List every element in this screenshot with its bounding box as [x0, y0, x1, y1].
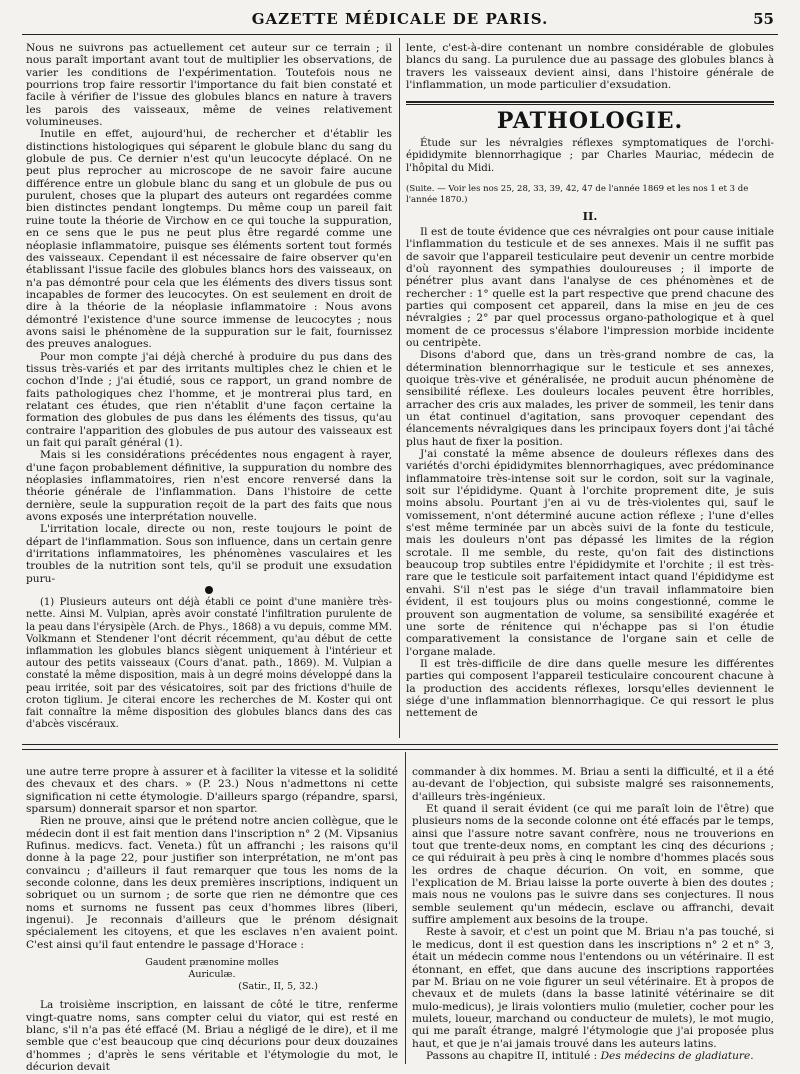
header-rule [22, 34, 778, 35]
journal-title: GAZETTE MÉDICALE DE PARIS. [251, 10, 549, 28]
feuilleton-rule-1 [22, 744, 778, 745]
suite-note: (Suite. — Voir les nos 25, 28, 33, 39, 42, 47 de l'année 1869 et les nos 1 et 3 de l'année 1870.) [406, 183, 749, 205]
verse-quote [26, 957, 398, 993]
verse-line: Auriculæ. [188, 969, 236, 981]
closing-line [412, 1050, 774, 1062]
column-divider-top [399, 38, 400, 738]
paragraph: Rien ne prouve, ainsi que le prétend notre ancien collègue, que le médecin dont il est fait mention dans l'inscription n° 2 (M. Vipsanius Rufinus. medicvs. fact. Veneta.) fût un affranchi ; les raisons qu'il donne à la page 22, pour justifier son interprétation, ne m'ont pas convaincu ; d'ailleurs il faut remarquer que tous les noms de la seconde colonne, dans les deux premières inscriptions, indiquent un sobriquet ou un surnom ; de sorte que rien ne démontre que ces noms et surnoms ne fussent pas ceux d'hommes libres (liberi, ingenui). Je reconnais d'ailleurs que le prénom désignait spécialement les citoyens, et que les esclaves n'en avaient point. C'est ainsi qu'il faut entendre le passage d'Horace : [26, 815, 398, 951]
paragraph: Et quand il serait évident (ce qui me paraît loin de l'être) que plusieurs noms de la seconde colonne ont été effacés par le temps, ainsi que l'assure notre savant confrère, nous ne trouverions en tout que trente-deux noms, en comptant les cinq des décurions ; ce qui réduirait à peu près à cinq le nombre d'hommes placés sous les ordres de chaque décurion. On voit, en somme, que l'explication de M. Briau laisse la porte ouverte à bien des doutes ; mais nous ne voulons pas le suivre dans ses conjectures. Il nous semble seulement qu'un médecin, esclave ou affranchi, devait suffire amplement aux besoins de la troupe. [412, 803, 774, 927]
footnote: (1) Plusieurs auteurs ont déjà établi ce point d'une manière très-nette. Ainsi M. Vulpian, après avoir constaté l'infiltration purulente de la peau dans l'érysipèle (Arch. de Phys., 1868) a vu depuis, comme MM. Volkmann et Stendener l'ont décrit récemment, qu'au début de cette inflammation les globules blancs siègent uniquement à l'intérieur et autour des petits vaisseaux (Cours d'anat. path., 1869). M. Vulpian a constaté la même disposition, mais à un degré moins développé dans la peau irritée, soit par des vésicatoires, soit par des frictions d'huile de croton tiglium. Je citerai encore les recherches de M. Koster qui ont fait connaître la même disposition des globules blancs dans des cas d'abcès viscéraux. [26, 597, 393, 731]
paragraph: Nous ne suivrons pas actuellement cet auteur sur ce terrain ; il nous paraît important avant tout de multiplier les observations, de varier les conditions de l'expérimentation. Toutefois nous ne pourrions trop faire ressortir l'importance du fait bien constaté et facile à vérifier de l'issue des globules blancs en nature à travers les parois des vaisseaux, même de veines relativement volumineuses. [26, 42, 392, 129]
paragraph: Disons d'abord que, dans un très-grand nombre de cas, la détermination blennorrhagique sur le testicule et ses annexes, quoique très-vive et généralisée, ne produit aucun phénomène de sensibilité réflexe. Les douleurs locales peuvent être horribles, arracher des cris aux malades, les priver de sommeil, les tenir dans un état continuel d'agitation, sans provoquer cependant des élancements névralgiques dans les principaux foyers dont j'ai tâché plus haut de fixer la position. [406, 349, 774, 448]
paragraph: Reste à savoir, et c'est un point que M. Briau n'a pas touché, si le medicus, dont il est question dans les inscriptions n° 2 et n° 3, était un médecin comme nous l'entendons ou un vétérinaire. Il est étonnant, en effet, que dans aucune des inscriptions rapportées par M. Briau on ne voie figurer un seul vétérinaire. Et à propos de chevaux et de mulets (dans la basse latinité vétérinaire se dit mulo-medicus), je lirais volontiers mulio (muletier, cocher pour les mulets, loueur, marchand ou conducteur de mulets), le mot mugio, qui me paraît étrange, malgré l'étymologie que j'ai proposée plus haut, et que je n'ai jamais trouvé dans les auteurs latins. [412, 926, 774, 1050]
paragraph: L'irritation locale, directe ou non, reste toujours le point de départ de l'inflammation. Sous son influence, dans un certain genre d'irritations inflammatoires, les phénomènes vasculaires et les troubles de la nutrition sont tels, qu'il se produit une exsudation puru- [26, 523, 392, 585]
page-header [26, 10, 774, 32]
chapter-title: Des médecins de gladiature. [600, 1049, 754, 1062]
paragraph: Mais si les considérations précédentes nous engagent à rayer, d'une façon probablement définitive, la suppuration du nombre des néoplasies inflammatoires, rien n'est encore renversé dans la théorie générale de l'inflammation. Dans l'histoire de cette dernière, seule la suppuration reçoit de la part des faits que nous avons exposés une interprétation nouvelle. [26, 449, 392, 524]
footnote-separator [205, 586, 213, 594]
paragraph: Il est de toute évidence que ces névralgies ont pour cause initiale l'inflammation du testicule et de ses annexes. Mais il ne suffit pas de savoir que l'appareil testiculaire peut devenir un centre morbide d'où rayonnent des sympathies douloureuses ; il importe de pénétrer plus avant dans l'analyse de ces phénomènes et de rechercher : 1° quelle est la part respective que prend chacune des parties qui composent cet appareil, dans la mise en jeu de ces névralgies ; 2° par quel processus organo-pathologique et à quel moment de ce processus s'élabore l'impression morbide incidente ou centripète. [406, 225, 774, 349]
paragraph: une autre terre propre à assurer et à faciliter la vitesse et la solidité des chevaux et des chars. » (P. 23.) Nous n'admettons ni cette signification ni cette étymologie. D'ailleurs spargo (répandre, sparsi, sparsum) donnerait sparsor et non spartor. [26, 766, 398, 816]
verse-reference: (Satir., II, 5, 32.) [238, 981, 318, 993]
closing-lead: Passons au chapitre II, intitulé : [426, 1049, 601, 1062]
top-right-column [406, 42, 774, 739]
section-double-rule [406, 102, 774, 105]
feuilleton-rule-2 [22, 749, 778, 750]
article-title: Étude sur les névralgies réflexes symptomatiques de l'orchi-épididymite blennorrhagique ; par Charles Mauriac, médecin de l'hôpital du Midi. [406, 137, 774, 174]
paragraph-continuation: lente, c'est-à-dire contenant un nombre considérable de globules blancs du sang. La purulence due au passage des globules blancs à travers les vaisseaux devient ainsi, dans l'histoire générale de l'inflammation, un mode particulier d'exsudation. [406, 42, 774, 92]
bottom-right-column [412, 766, 774, 1066]
paragraph: commander à dix hommes. M. Briau a senti la difficulté, et il a été au-devant de l'objection, qui subsiste malgré ses raisonnements, d'ailleurs très-ingénieux. [412, 766, 774, 803]
section-heading: PATHOLOGIE. [496, 108, 684, 135]
top-left-column [26, 42, 392, 739]
page-number: 55 [753, 10, 774, 28]
paragraph: J'ai constaté la même absence de douleurs réflexes dans des variétés d'orchi épididymites blennorrhagiques, avec prédominance inflammatoire très-intense soit sur le cordon, soit sur la vaginale, soit sur l'épididyme. Quant à l'orchite proprement dite, je suis moins absolu. Pourtant j'en ai vu de très-violentes qui, sauf le vomissement, n'ont déterminé aucune action réflexe ; l'une d'elles s'est même terminée par un abcès suivi de la fonte du testicule, mais les douleurs n'ont pas dépassé les limites de la région scrotale. Il me semble, du reste, qu'on fait des distinctions beaucoup trop subtiles entre l'épididymite et l'orchite ; il est très-rare que le testicule soit parfaitement intact quand l'épididyme est envahi. S'il n'est pas le siége d'un travail inflammatoire bien évident, il est toujours plus ou moins congestionné, comme le prouvent son augmentation de volume, sa sensibilité exagérée et une sorte de rénitence qui n'échappe pas si l'on étudie comparativement la consistance de l'organe sain et celle de l'organe malade. [406, 448, 774, 658]
bottom-left-column [26, 766, 398, 1073]
paragraph: La troisième inscription, en laissant de côté le titre, renferme vingt-quatre noms, sans compter celui du viator, qui est resté en blanc, s'il n'a pas été effacé (M. Briau a négligé de le dire), et il me semble que c'est beaucoup que cinq décurions pour deux douzaines d'hommes ; d'après le sens véritable et l'étymologie du mot, le décurion devait [26, 999, 398, 1073]
paragraph: Pour mon compte j'ai déjà cherché à produire du pus dans des tissus très-variés et par des irritants multiples chez le chien et le cochon d'Inde ; j'ai étudié, sous ce rapport, un grand nombre de faits pathologiques chez l'homme, et je montrerai plus tard, en relatant ces études, que rien n'établit d'une façon certaine la formation des globules de pus dans les éléments des tissus, qu'au contraire l'apparition des globules de pus autour des vaisseaux est un fait qui paraît général (1). [26, 350, 392, 449]
verse-line: Gaudent prænomine molles [145, 957, 279, 969]
paragraph: Il est très-difficile de dire dans quelle mesure les différentes parties qui composent l'appareil testiculaire concourent chacune à la production des accidents réflexes, lorsqu'elles deviennent le siége d'une inflammation blennorrhagique. Ce qui ressort le plus nettement de [406, 657, 774, 720]
column-divider-bottom [405, 752, 406, 1064]
paragraph: Inutile en effet, aujourd'hui, de rechercher et d'établir les distinctions histologiques qui séparent le globule blanc du sang du globule de pus. Ce dernier n'est qu'un leucocyte déplacé. On ne peut plus reprocher au microscope de ne savoir faire aucune différence entre un globule blanc du sang et un globule de pus ou purulent, choses que la plupart des auteurs ont regardées comme bien distinctes pendant longtemps. Du même coup un pareil fait ruine toute la théorie de Virchow en ce qui touche la suppuration, en ce sens que le pus ne peut plus être regardé comme une néoplasie inflammatoire, puisque ses éléments sortent tout formés des vaisseaux. Cependant il est nécessaire de faire observer qu'en établissant l'issue facile des globules blancs hors des vaisseaux, on n'a pas démontré pour cela que les éléments des divers tissus sont incapables de former des leucocytes. On est seulement en droit de dire à la théorie de la néoplasie inflammatoire : Nous avons démontré l'existence d'une source immense de leucocytes ; nous avons saisi le phénomène de la suppuration sur le fait, fournissez des preuves analogues. [26, 128, 392, 351]
chapter-number: II. [582, 208, 598, 223]
